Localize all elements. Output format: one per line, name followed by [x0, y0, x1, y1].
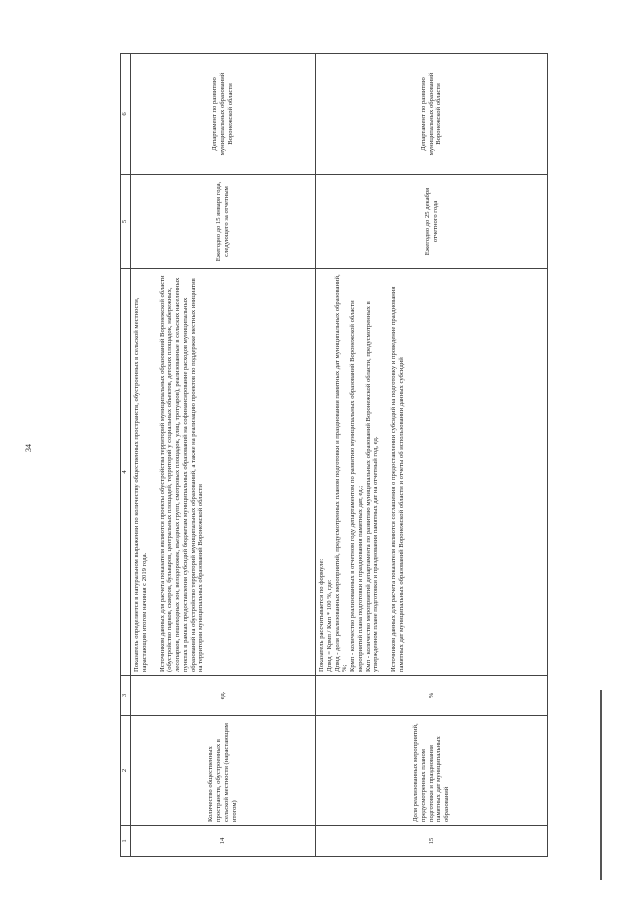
rotated-table-container — [120, 54, 548, 857]
table-row — [131, 54, 316, 857]
col-header: 6 — [121, 54, 131, 175]
method-text: Кмп - количество мероприятий департамента по развитию муниципальных образований Воронежской области, предусмотренных в утвержденном плане подготовки и празднования памятных дат на отчетный год, ед. — [364, 301, 380, 672]
col-header: 2 — [121, 716, 131, 826]
unit: ед. — [131, 676, 316, 716]
responsible-dept: Департамент по развитию муниципальных образований Воронежской области — [131, 54, 316, 175]
method-text: Показатель определяется в натуральном выражении по количеству общественных пространств, обустроенных в сельской местности, нарастающим итогом начиная с 2019 года. — [133, 297, 148, 672]
row-number: 14 — [131, 826, 316, 857]
col-header: 1 — [121, 826, 131, 857]
method-text: Источником данных для расчета показателя являются соглашения о предоставлении субсидий на подготовку и проведение празднования памятных дат муниципальных образований Воронежской области и отчеты об использовании данных субсидий — [390, 286, 405, 672]
method-cell — [316, 269, 548, 676]
table-row — [316, 54, 548, 857]
row-number: 15 — [316, 826, 548, 857]
indicators-table — [120, 53, 548, 857]
method-text: Крмп - количество реализованных в отчетном году департаментом по развитию муниципальных образований Воронежской области мероприятий плана подготовки и празднования памятных дат, ед.; — [349, 300, 364, 672]
indicator-name: Количество общественных пространств, обустроенных в сельской местности (нарастающим итогом) — [131, 716, 316, 826]
responsible-dept: Департамент по развитию муниципальных образований Воронежской области — [316, 54, 548, 175]
method-text: Дпмд - доля реализованных мероприятий, предусмотренных планом подготовки и празднования памятных дат муниципальных образований, %; — [333, 274, 349, 672]
col-header: 3 — [121, 676, 131, 716]
method-text: Источником данных для расчета показателя являются проекты обустройства территорий муниципальных образований Воронежской области (обустройство парков, скверов, бульваров, центральных площадей, территорий у социальных объектов, детских площадок, набережных, лесопарков, пешеходных зон, велодорожек, въездных групп, смотровых площадок, улиц, тротуаров), реализованные в сельских населенных пунктах в рамках предоставления субсидий бюджетам муниципальных образований на софинансирование расходов муниципальных образований на обустройство территорий муниципальных образований, а также на реализацию проектов по поддержке местных инициатив на территории муниципальных образований Воронежской области — [158, 275, 205, 672]
col-header: 4 — [121, 269, 131, 676]
page-number: 34 — [24, 444, 33, 452]
unit: % — [316, 676, 548, 716]
reporting-period: Ежегодно до 15 января года, следующего за отчетным — [131, 175, 316, 269]
header-row — [121, 54, 131, 857]
method-text: Дпмд = Крмп / Кмп * 100 %, где: — [325, 579, 333, 672]
col-header: 5 — [121, 175, 131, 269]
scan-edge-line — [600, 690, 602, 880]
method-text: Показатель рассчитывается по формуле: — [318, 558, 325, 672]
reporting-period: Ежегодно до 25 декабря отчетного года — [316, 175, 548, 269]
method-cell — [131, 269, 316, 676]
indicator-name: Доля реализованных мероприятий, предусмотренных планом подготовки и празднования памятных дат муниципальных образований — [316, 716, 548, 826]
